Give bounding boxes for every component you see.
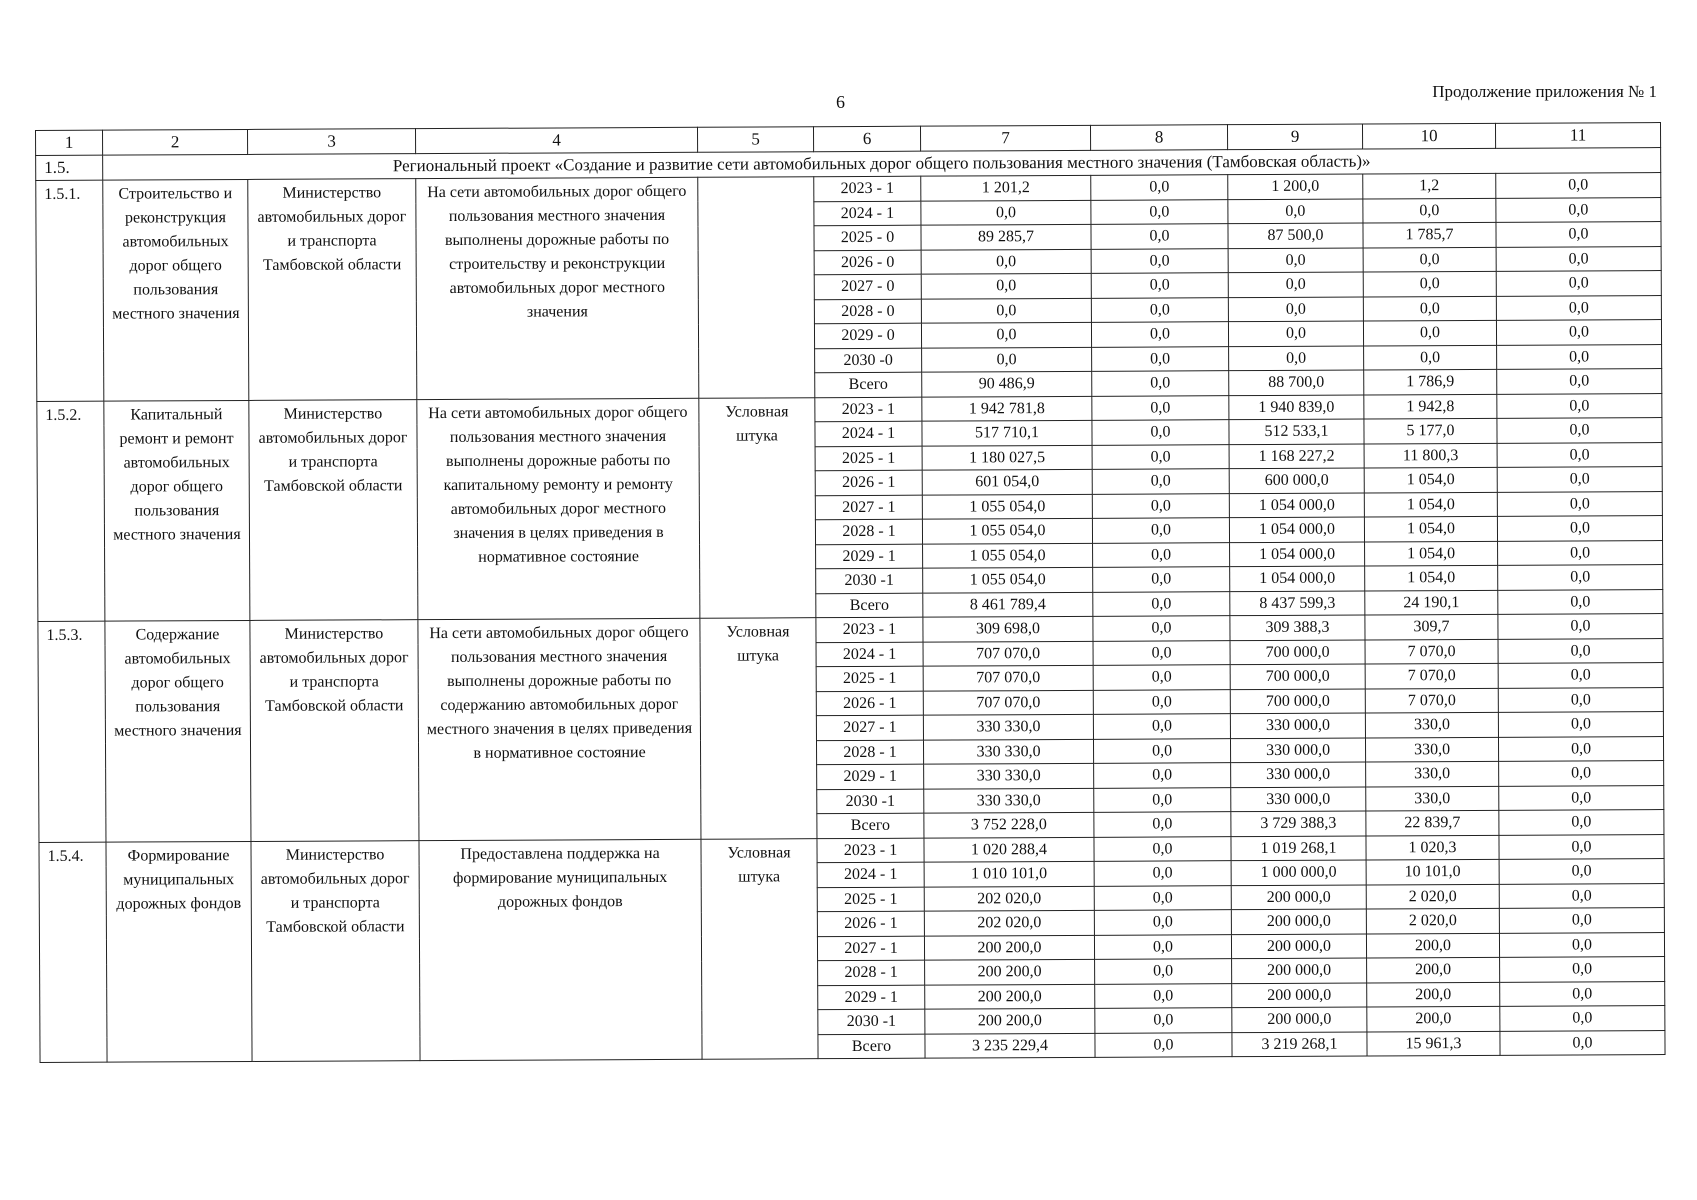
total-cell: 330 330,0 [924,763,1094,788]
year-cell: 2028 - 1 [816,740,923,765]
other-cell: 0,0 [1499,908,1664,933]
other-cell: 0,0 [1497,516,1662,541]
year-cell: 2028 - 1 [818,960,925,985]
other-cell: 0,0 [1500,1030,1665,1055]
item-name: Формирование муниципальных дорожных фондов [106,841,252,1062]
local-cell: 0,0 [1363,320,1496,345]
total-cell: 1 180 027,5 [922,445,1092,470]
total-cell: 200 200,0 [925,959,1095,984]
other-cell: 0,0 [1499,932,1664,957]
col-header: 4 [415,127,697,153]
federal-cell: 0,0 [1095,959,1232,984]
regional-cell: 0,0 [1228,272,1363,297]
year-cell: 2023 - 1 [817,838,924,863]
regional-cell: 700 000,0 [1230,689,1365,714]
year-cell: 2027 - 1 [817,936,924,961]
other-cell: 0,0 [1497,467,1662,492]
total-cell: 707 070,0 [923,641,1093,666]
regional-cell: 0,0 [1229,346,1364,371]
item-number: 1.5.2. [37,401,105,622]
total-cell: 8 461 789,4 [923,592,1093,617]
local-cell: 1 942,8 [1364,394,1497,419]
col-header: 1 [36,130,103,155]
federal-cell: 0,0 [1091,322,1228,347]
local-cell: 15 961,3 [1367,1031,1500,1056]
other-cell: 0,0 [1498,663,1663,688]
appendix-sheet [35,122,1665,1063]
col-header: 6 [813,126,920,152]
year-cell: 2026 - 1 [817,911,924,936]
local-cell: 200,0 [1367,957,1500,982]
other-cell: 0,0 [1498,614,1663,639]
local-cell: 200,0 [1367,982,1500,1007]
regional-cell: 200 000,0 [1232,1007,1367,1032]
other-cell: 0,0 [1499,761,1664,786]
other-cell: 0,0 [1496,295,1661,320]
year-cell: 2025 - 0 [814,225,921,250]
year-cell: 2026 - 1 [816,691,923,716]
other-cell: 0,0 [1498,687,1663,712]
local-cell: 7 070,0 [1365,688,1498,713]
regional-cell: 600 000,0 [1229,468,1364,493]
total-cell: 0,0 [921,322,1091,347]
regional-cell: 1 000 000,0 [1231,860,1366,885]
federal-cell: 0,0 [1091,175,1228,200]
year-cell: 2026 - 0 [814,250,921,275]
item-organization: Министерство автомобильных дорог и транспорта Тамбовской области [249,399,418,620]
item-number: 1.5.4. [39,842,107,1063]
year-cell: 2027 - 1 [815,495,922,520]
federal-cell: 0,0 [1093,689,1230,714]
total-cell: 1 942 781,8 [922,396,1092,421]
federal-cell: 0,0 [1092,420,1229,445]
total-cell: 1 055 054,0 [923,543,1093,568]
other-cell: 0,0 [1497,344,1662,369]
federal-cell: 0,0 [1092,346,1229,371]
year-cell: 2030 -1 [816,568,923,593]
local-cell: 2 020,0 [1366,884,1499,909]
regional-cell: 0,0 [1228,248,1363,273]
other-cell: 0,0 [1499,859,1664,884]
regional-cell: 1 054 000,0 [1229,517,1364,542]
year-cell: 2023 - 1 [816,617,923,642]
item-name: Капитальный ремонт и ремонт автомобильных дорог общего пользования местного значения [104,400,250,621]
project-number: 1.5. [36,155,103,180]
regional-cell: 3 729 388,3 [1231,811,1366,836]
regional-cell: 1 019 268,1 [1231,836,1366,861]
regional-cell: 1 200,0 [1228,174,1363,199]
local-cell: 1 054,0 [1365,565,1498,590]
other-cell: 0,0 [1497,442,1662,467]
total-cell: 202 020,0 [924,886,1094,911]
total-cell: 89 285,7 [921,224,1091,249]
page-number: 6 [836,92,845,112]
year-cell: 2024 - 1 [817,862,924,887]
other-cell: 0,0 [1499,785,1664,810]
regional-cell: 88 700,0 [1229,370,1364,395]
col-header: 5 [697,127,813,153]
federal-cell: 0,0 [1094,787,1231,812]
item-unit: Условная штука [700,618,817,839]
item-name: Содержание автомобильных дорог общего пользования местного значения [105,620,251,841]
local-cell: 1 785,7 [1363,222,1496,247]
total-cell: 1 055 054,0 [922,518,1092,543]
regional-cell: 1 940 839,0 [1229,395,1364,420]
total-cell: 3 752 228,0 [924,812,1094,837]
item-name: Строительство и реконструкция автомобильных дорог общего пользования местного значения [103,179,249,400]
federal-cell: 0,0 [1094,885,1231,910]
total-cell: 1 055 054,0 [922,494,1092,519]
total-cell: 0,0 [921,249,1091,274]
regional-cell: 1 054 000,0 [1229,493,1364,518]
local-cell: 330,0 [1366,786,1499,811]
col-header: 9 [1227,124,1362,150]
other-cell: 0,0 [1499,883,1664,908]
regional-cell: 200 000,0 [1232,983,1367,1008]
col-header: 3 [247,129,415,155]
other-cell: 0,0 [1496,197,1661,222]
total-cell: 1 020 288,4 [924,837,1094,862]
regional-cell: 1 168 227,2 [1229,444,1364,469]
year-cell: 2024 - 1 [816,642,923,667]
local-cell: 10 101,0 [1366,859,1499,884]
federal-cell: 0,0 [1094,934,1231,959]
local-cell: 11 800,3 [1364,443,1497,468]
other-cell: 0,0 [1497,393,1662,418]
item-unit: Условная штука [699,397,816,618]
regional-cell: 0,0 [1228,199,1363,224]
local-cell: 200,0 [1367,1006,1500,1031]
item-organization: Министерство автомобильных дорог и транспорта Тамбовской области [248,179,417,400]
other-cell: 0,0 [1496,271,1661,296]
other-cell: 0,0 [1496,246,1661,271]
other-cell: 0,0 [1499,834,1664,859]
regional-cell: 330 000,0 [1231,787,1366,812]
regional-cell: 1 054 000,0 [1230,566,1365,591]
federal-cell: 0,0 [1091,248,1228,273]
total-cell: 1 055 054,0 [923,567,1093,592]
item-result: На сети автомобильных дорог общего пользования местного значения выполнены дорожные работы по содержанию автомобильных дорог местного значения в целях приведения в нормативное состояние [418,618,701,840]
federal-cell: 0,0 [1092,444,1229,469]
federal-cell: 0,0 [1094,763,1231,788]
other-cell: 0,0 [1496,222,1661,247]
item-organization: Министерство автомобильных дорог и транспорта Тамбовской области [251,840,420,1061]
item-unit [698,177,815,398]
other-cell: 0,0 [1496,173,1661,198]
regional-cell: 1 054 000,0 [1230,542,1365,567]
year-cell: 2027 - 0 [814,274,921,299]
item-result: Предоставлена поддержка на формирование муниципальных дорожных фондов [419,839,702,1061]
col-header: 8 [1090,125,1227,151]
other-cell: 0,0 [1500,957,1665,982]
federal-cell: 0,0 [1093,665,1230,690]
total-cell: 200 200,0 [924,935,1094,960]
year-cell: 2024 - 1 [814,201,921,226]
total-cell: 202 020,0 [924,910,1094,935]
total-cell: 1 201,2 [921,175,1091,200]
year-cell: 2030 -0 [815,348,922,373]
local-cell: 7 070,0 [1365,663,1498,688]
federal-cell: 0,0 [1095,983,1232,1008]
federal-cell: 0,0 [1093,567,1230,592]
federal-cell: 0,0 [1091,273,1228,298]
total-cell: 517 710,1 [922,420,1092,445]
federal-cell: 0,0 [1092,371,1229,396]
other-cell: 0,0 [1498,712,1663,737]
year-cell: 2029 - 0 [814,323,921,348]
year-cell: 2024 - 1 [815,421,922,446]
year-cell: Всего [816,593,923,618]
federal-cell: 0,0 [1091,297,1228,322]
federal-cell: 0,0 [1095,1032,1232,1057]
regional-cell: 200 000,0 [1231,885,1366,910]
local-cell: 22 839,7 [1366,810,1499,835]
federal-cell: 0,0 [1094,910,1231,935]
local-cell: 0,0 [1363,296,1496,321]
federal-cell: 0,0 [1093,616,1230,641]
other-cell: 0,0 [1498,565,1663,590]
total-cell: 200 200,0 [925,984,1095,1009]
item-number: 1.5.3. [38,621,106,842]
local-cell: 0,0 [1364,345,1497,370]
total-cell: 1 010 101,0 [924,861,1094,886]
total-cell: 601 054,0 [922,469,1092,494]
federal-cell: 0,0 [1093,714,1230,739]
federal-cell: 0,0 [1094,812,1231,837]
local-cell: 2 020,0 [1366,908,1499,933]
regional-cell: 700 000,0 [1230,640,1365,665]
total-cell: 3 235 229,4 [925,1033,1095,1058]
year-cell: 2029 - 1 [818,985,925,1010]
year-cell: Всего [818,1034,925,1059]
regional-cell: 330 000,0 [1230,738,1365,763]
local-cell: 330,0 [1366,761,1499,786]
total-cell: 330 330,0 [923,714,1093,739]
other-cell: 0,0 [1497,491,1662,516]
year-cell: 2030 -1 [818,1009,925,1034]
year-cell: 2026 - 1 [815,470,922,495]
local-cell: 0,0 [1363,198,1496,223]
regional-cell: 700 000,0 [1230,664,1365,689]
regional-cell: 512 533,1 [1229,419,1364,444]
other-cell: 0,0 [1498,638,1663,663]
federal-cell: 0,0 [1091,224,1228,249]
col-header: 10 [1362,123,1495,149]
year-cell: 2028 - 0 [814,299,921,324]
item-unit: Условная штука [701,838,818,1059]
federal-cell: 0,0 [1093,591,1230,616]
continuation-note: Продолжение приложения № 1 [1432,82,1657,101]
local-cell: 309,7 [1365,614,1498,639]
regional-cell: 200 000,0 [1231,909,1366,934]
regional-cell: 87 500,0 [1228,223,1363,248]
local-cell: 1 054,0 [1364,467,1497,492]
local-cell: 7 070,0 [1365,639,1498,664]
total-cell: 330 330,0 [924,788,1094,813]
regional-cell: 309 388,3 [1230,615,1365,640]
total-cell: 707 070,0 [923,690,1093,715]
other-cell: 0,0 [1500,1006,1665,1031]
total-cell: 0,0 [921,298,1091,323]
item-number: 1.5.1. [36,180,104,401]
total-cell: 0,0 [921,273,1091,298]
federal-cell: 0,0 [1091,199,1228,224]
other-cell: 0,0 [1500,981,1665,1006]
federal-cell: 0,0 [1092,469,1229,494]
year-cell: 2023 - 1 [815,397,922,422]
regional-cell: 330 000,0 [1230,713,1365,738]
local-cell: 1 054,0 [1364,516,1497,541]
year-cell: 2025 - 1 [815,446,922,471]
year-cell: 2027 - 1 [816,715,923,740]
federal-cell: 0,0 [1095,1008,1232,1033]
federal-cell: 0,0 [1092,518,1229,543]
regional-cell: 330 000,0 [1231,762,1366,787]
total-cell: 200 200,0 [925,1008,1095,1033]
local-cell: 0,0 [1363,271,1496,296]
year-cell: 2030 -1 [817,789,924,814]
local-cell: 24 190,1 [1365,590,1498,615]
regional-cell: 0,0 [1228,297,1363,322]
regional-cell: 200 000,0 [1231,934,1366,959]
local-cell: 0,0 [1363,247,1496,272]
regional-cell: 8 437 599,3 [1230,591,1365,616]
local-cell: 5 177,0 [1364,418,1497,443]
col-header: 2 [103,129,248,155]
year-cell: Всего [815,372,922,397]
federal-cell: 0,0 [1092,493,1229,518]
year-cell: 2025 - 1 [817,887,924,912]
federal-cell: 0,0 [1093,542,1230,567]
federal-cell: 0,0 [1093,640,1230,665]
other-cell: 0,0 [1497,418,1662,443]
federal-cell: 0,0 [1094,836,1231,861]
local-cell: 1 054,0 [1365,541,1498,566]
regional-cell: 3 219 268,1 [1232,1032,1367,1057]
total-cell: 309 698,0 [923,616,1093,641]
item-organization: Министерство автомобильных дорог и транспорта Тамбовской области [250,620,419,841]
col-header: 7 [920,125,1090,151]
total-cell: 330 330,0 [923,739,1093,764]
year-cell: Всего [817,813,924,838]
year-cell: 2029 - 1 [817,764,924,789]
regional-cell: 200 000,0 [1232,958,1367,983]
item-result: На сети автомобильных дорог общего пользования местного значения выполнены дорожные работы по строительству и реконструкции автомобильных дорог местного значения [416,177,699,399]
local-cell: 1 054,0 [1364,492,1497,517]
total-cell: 0,0 [921,200,1091,225]
regional-cell: 0,0 [1228,321,1363,346]
budget-table [35,122,1666,1063]
year-cell: 2028 - 1 [815,519,922,544]
local-cell: 330,0 [1365,737,1498,762]
local-cell: 200,0 [1366,933,1499,958]
year-cell: 2029 - 1 [816,544,923,569]
federal-cell: 0,0 [1092,395,1229,420]
project-title: Региональный проект «Создание и развитие сети автомобильных дорог общего пользования местного значения (Тамбовская область)» [103,148,1661,181]
other-cell: 0,0 [1498,540,1663,565]
total-cell: 707 070,0 [923,665,1093,690]
local-cell: 1 786,9 [1364,369,1497,394]
total-cell: 90 486,9 [922,371,1092,396]
col-header: 11 [1495,123,1660,149]
local-cell: 1 020,3 [1366,835,1499,860]
year-cell: 2025 - 1 [816,666,923,691]
other-cell: 0,0 [1498,736,1663,761]
year-cell: 2023 - 1 [814,176,921,201]
item-result: На сети автомобильных дорог общего пользования местного значения выполнены дорожные работы по капитальному ремонту и ремонту автомобильных дорог местного значения в целях приведения в нормативное состояние [417,398,700,620]
local-cell: 1,2 [1363,173,1496,198]
total-cell: 0,0 [922,347,1092,372]
other-cell: 0,0 [1496,320,1661,345]
federal-cell: 0,0 [1093,738,1230,763]
local-cell: 330,0 [1365,712,1498,737]
other-cell: 0,0 [1498,589,1663,614]
other-cell: 0,0 [1497,369,1662,394]
other-cell: 0,0 [1499,810,1664,835]
federal-cell: 0,0 [1094,861,1231,886]
